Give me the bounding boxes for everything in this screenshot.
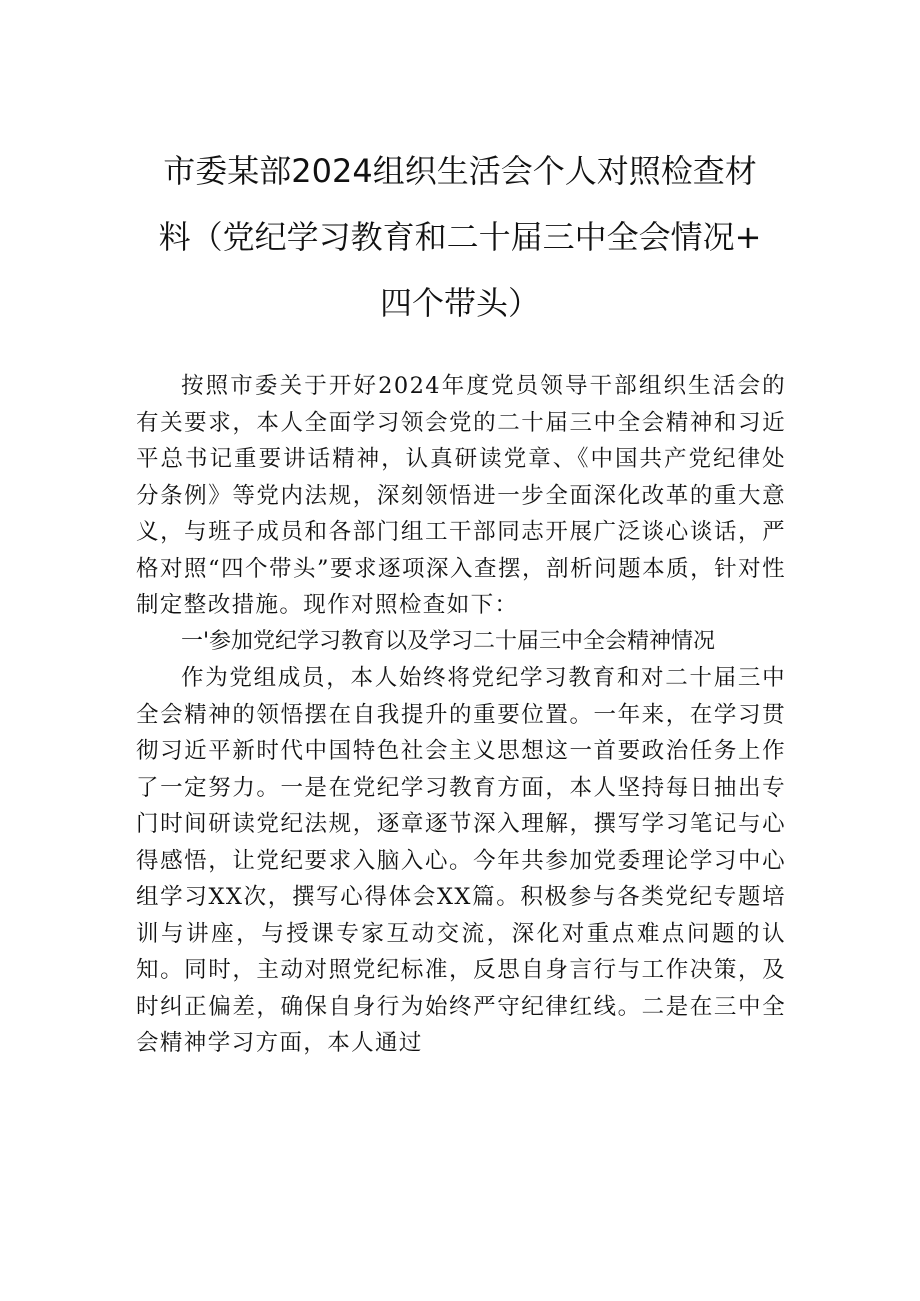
section-1-paragraph: 作为党组成员，本人始终将党纪学习教育和对二十届三中全会精神的领悟摆在自我提升的重要位置。一年来，在学习贯彻习近平新时代中国特色社会主义思想这一首要政治任务上作了一定努力。一是在党纪学习教育方面，本人坚持每日抽出专门时间研读党纪法规，逐章逐节深入理解，撰写学习笔记与心得感悟，让党纪要求入脑入心。今年共参加党委理论学习中心组学习XX次，撰写心得体会XX篇。积极参与各类党纪专题培训与讲座，与授课专家互动交流，深化对重点难点问题的认知。同时，主动对照党纪标准，反思自身言行与工作决策，及时纠正偏差，确保自身行为始终严守纪律红线。二是在三中全会精神学习方面，本人通过	[136, 665, 786, 1056]
document-body	[136, 368, 786, 1062]
section-1-heading: 一'参加党纪学习教育以及学习二十届三中全会精神情况	[181, 628, 716, 654]
title-line-3: 四个带头）	[379, 284, 540, 322]
document-title	[120, 138, 800, 336]
title-line-1: 市委某部2024组织生活会个人对照检查材	[163, 152, 757, 190]
title-line-2: 料（党纪学习教育和二十届三中全会情况+	[158, 218, 762, 256]
intro-paragraph: 按照市委关于开好2024年度党员领导干部组织生活会的有关要求，本人全面学习领会党的二十届三中全会精神和习近平总书记重要讲话精神，认真研读党章、《中国共产党纪律处分条例》等党内法规，深刻领悟进一步全面深化改革的重大意义，与班子成员和各部门组工干部同志开展广泛谈心谈话，严格对照“四个带头”要求逐项深入查摆，剖析问题本质，针对性制定整改措施。现作对照检查如下：	[136, 373, 786, 618]
